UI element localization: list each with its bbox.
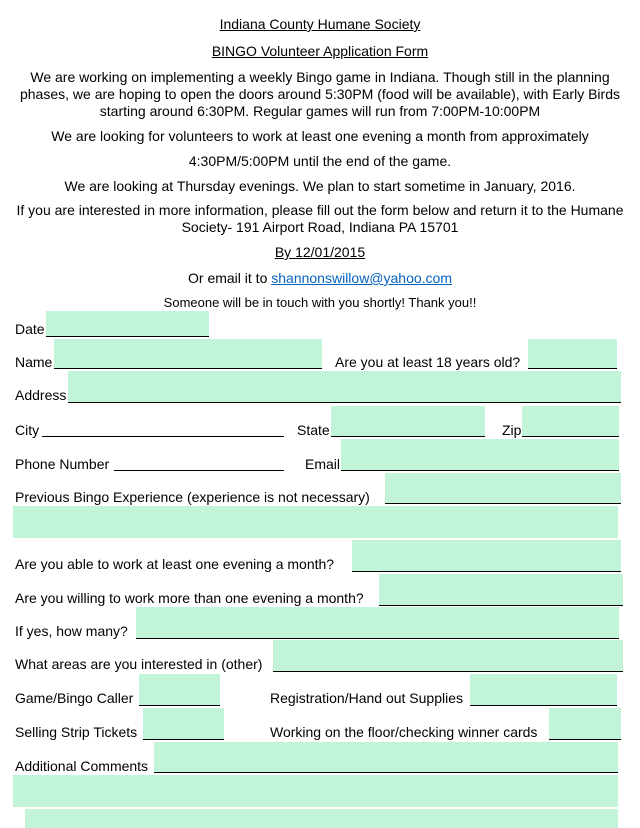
comments-input-2[interactable]: [13, 775, 618, 807]
address-label: Address: [15, 387, 67, 403]
state-input[interactable]: [331, 406, 485, 437]
city-underline: [42, 436, 284, 437]
intro-p2-line1: We are looking for volunteers to work at least one evening a month from approximately: [51, 128, 589, 144]
comments-input-3[interactable]: [25, 809, 618, 828]
age-label: Are you at least 18 years old?: [335, 354, 521, 370]
experience-input-2[interactable]: [13, 506, 618, 538]
form-title: BINGO Volunteer Application Form: [211, 43, 429, 59]
caller-label: Game/Bingo Caller: [15, 690, 134, 706]
email-input[interactable]: [341, 439, 619, 471]
phone-label: Phone Number: [15, 456, 110, 472]
intro-p4-line1: If you are interested in more information, please fill out the form below and return it to the Humane: [16, 202, 624, 218]
email-prefix: Or email it to: [188, 270, 272, 286]
org-title: Indiana County Humane Society: [219, 16, 421, 32]
intro-p1-line2: phases, we are hoping to open the doors around 5:30PM (food will be available), with Early Birds: [19, 86, 620, 102]
comments-label: Additional Comments: [15, 758, 149, 774]
address-input[interactable]: [68, 371, 621, 403]
state-label: State: [297, 422, 330, 438]
age-input[interactable]: [528, 339, 617, 369]
email-link[interactable]: shannonswillow@yahoo.com: [271, 270, 452, 286]
areas-input[interactable]: [273, 640, 623, 672]
floor-input[interactable]: [549, 708, 621, 740]
name-input[interactable]: [54, 339, 322, 369]
city-label: City: [15, 422, 40, 438]
zip-input[interactable]: [522, 406, 619, 437]
registration-label: Registration/Hand out Supplies: [270, 690, 464, 706]
deadline: By 12/01/2015: [274, 244, 366, 260]
comments-input[interactable]: [154, 742, 618, 773]
experience-input[interactable]: [385, 473, 621, 504]
zip-label: Zip: [502, 422, 522, 438]
intro-p1-line3: starting around 6:30PM. Regular games will run from 7:00PM-10:00PM: [99, 103, 541, 119]
one-evening-input[interactable]: [352, 540, 621, 572]
strip-tickets-input[interactable]: [143, 708, 224, 740]
city-input[interactable]: [42, 406, 284, 436]
name-label: Name: [15, 354, 53, 370]
floor-label: Working on the floor/checking winner cards: [270, 724, 538, 740]
email-line: [0, 270, 640, 286]
email-field-label: Email: [305, 456, 341, 472]
experience-label: Previous Bingo Experience (experience is not necessary): [15, 489, 370, 505]
intro-p4-line2: Society- 191 Airport Road, Indiana PA 15701: [181, 219, 459, 235]
strip-tickets-label: Selling Strip Tickets: [15, 724, 138, 740]
phone-input[interactable]: [114, 440, 284, 470]
one-evening-label: Are you able to work at least one evening a month?: [15, 556, 335, 572]
date-input[interactable]: [46, 311, 209, 337]
intro-p3: We are looking at Thursday evenings. We plan to start sometime in January, 2016.: [64, 178, 576, 194]
phone-underline: [114, 470, 284, 471]
caller-input[interactable]: [139, 674, 220, 706]
how-many-input[interactable]: [136, 607, 619, 639]
registration-input[interactable]: [470, 674, 617, 706]
more-evening-input[interactable]: [379, 574, 623, 606]
closing-note: Someone will be in touch with you shortly! Thank you!!: [163, 295, 477, 310]
more-evening-label: Are you willing to work more than one evening a month?: [15, 590, 364, 606]
intro-p1-line1: We are working on implementing a weekly Bingo game in Indiana. Though still in the planning: [30, 69, 610, 85]
intro-p2-line2: 4:30PM/5:00PM until the end of the game.: [188, 153, 452, 169]
date-label: Date: [15, 321, 45, 337]
areas-label: What areas are you interested in (other): [15, 656, 263, 672]
how-many-label: If yes, how many?: [15, 623, 128, 639]
